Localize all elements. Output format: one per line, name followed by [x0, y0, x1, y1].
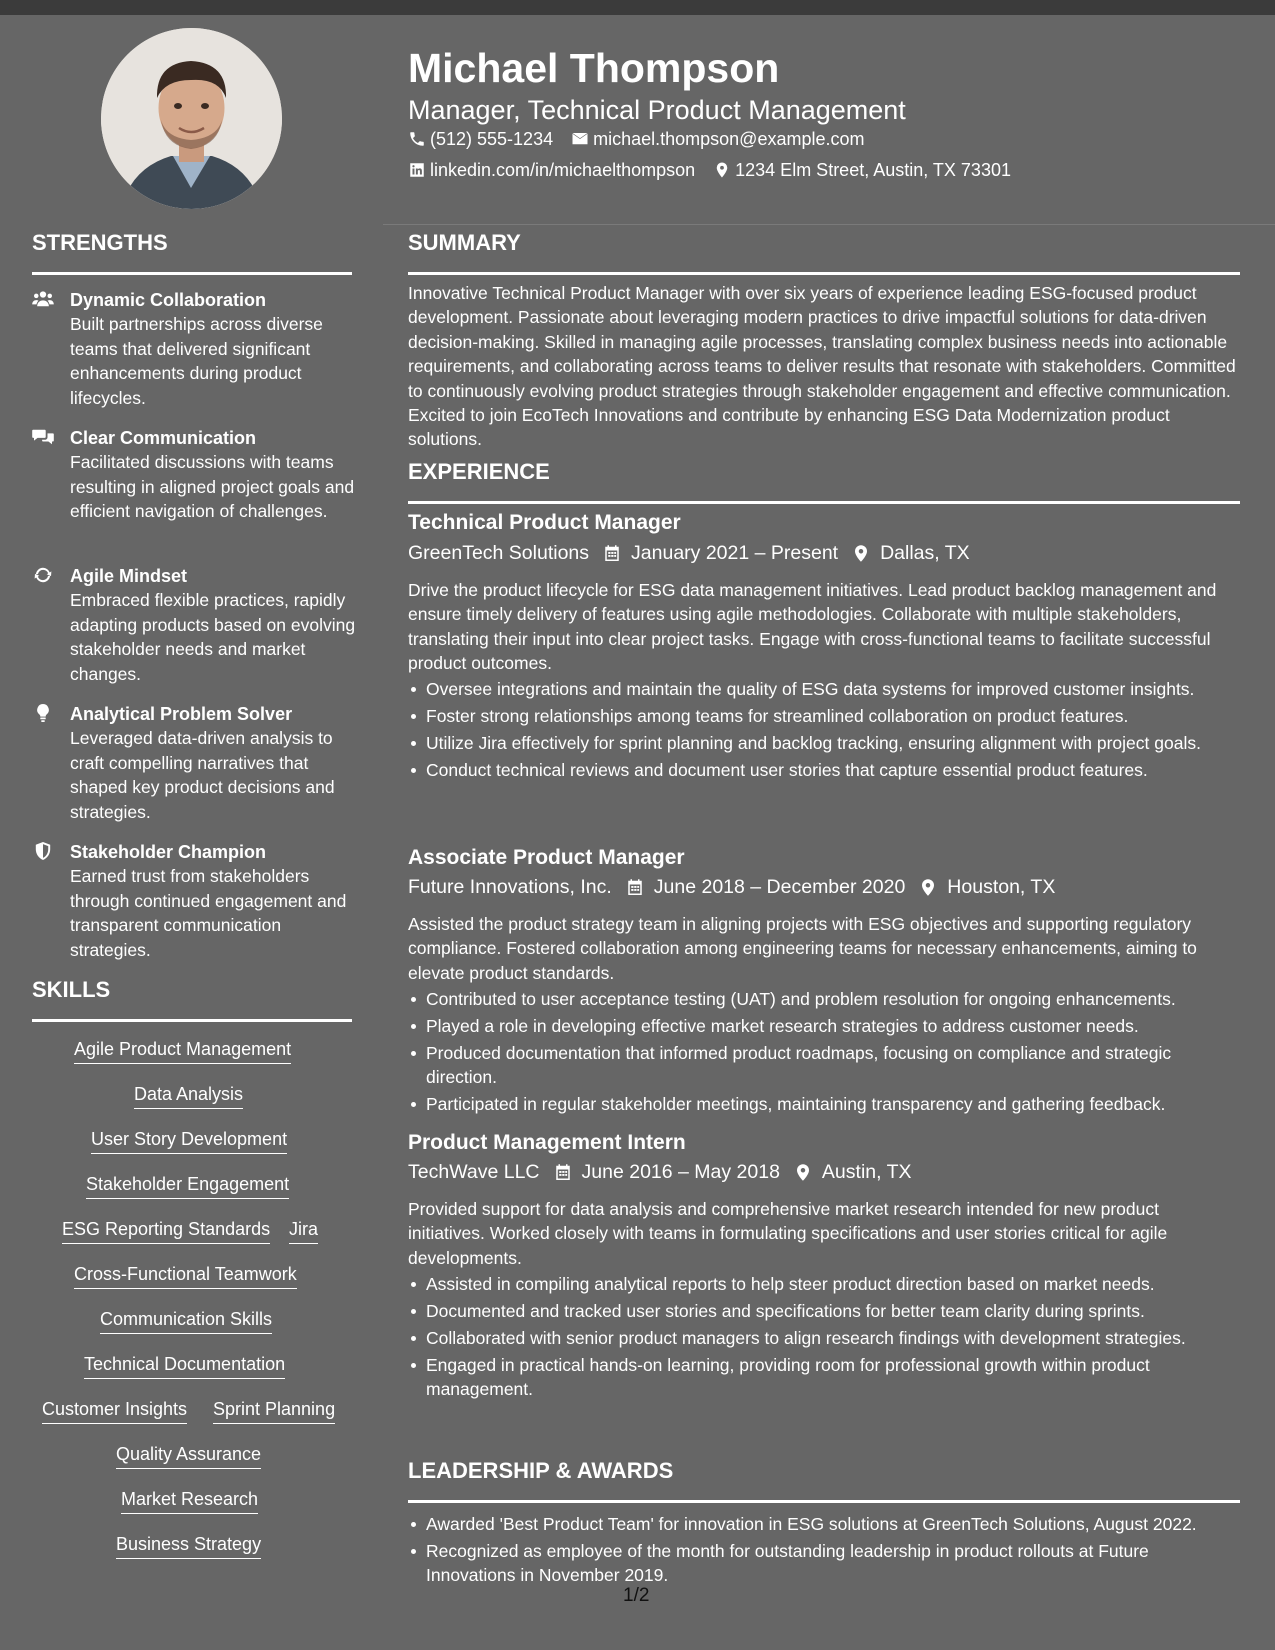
job-bullets: [408, 677, 1240, 785]
header-divider: [383, 224, 1275, 225]
job-location: Dallas, TX: [880, 542, 970, 564]
job-location: Austin, TX: [821, 1161, 912, 1183]
comments-icon: [32, 428, 56, 448]
list-item: Foster strong relationships among teams for streamlined collaboration on product features.: [426, 704, 1240, 728]
skill-tag: Data Analysis: [134, 1082, 243, 1109]
strengths-rule: [32, 272, 352, 275]
list-item: Documented and tracked user stories and specifications for better team clarity during sprints.: [426, 1299, 1240, 1323]
contact-row-1: [408, 127, 882, 151]
contact-row-2: [408, 158, 1029, 182]
profile-photo: [101, 28, 282, 209]
linkedin-icon: [408, 161, 426, 179]
skill-tag: Stakeholder Engagement: [86, 1172, 289, 1199]
strength-desc: Earned trust from stakeholders through continued engagement and transparent communication strategies.: [70, 866, 347, 960]
skill-tag: Communication Skills: [100, 1307, 272, 1334]
lightbulb-icon: [32, 704, 56, 724]
profile-photo-illustration: [101, 28, 282, 209]
job-meta: [408, 874, 1055, 900]
job-company: TechWave LLC: [408, 1161, 540, 1183]
summary-rule: [408, 272, 1240, 275]
list-item: Assisted in compiling analytical reports to help steer product direction based on market needs.: [426, 1272, 1240, 1296]
address-text: 1234 Elm Street, Austin, TX 73301: [735, 160, 1011, 180]
skill-tag: Customer Insights: [42, 1397, 187, 1424]
phone-contact: [408, 127, 553, 151]
job-company: GreenTech Solutions: [408, 542, 590, 564]
list-item: Awarded 'Best Product Team' for innovation in ESG solutions at GreenTech Solutions, August 2022.: [426, 1512, 1240, 1536]
strength-desc: Built partnerships across diverse teams that delivered significant enhancements during product lifecycles.: [70, 314, 323, 408]
email-text: michael.thompson@example.com: [593, 129, 865, 149]
address-contact: [713, 158, 1011, 182]
job-dates: June 2016 – May 2018: [581, 1161, 780, 1183]
leadership-bullets: [408, 1512, 1240, 1590]
phone-text: (512) 555-1234: [430, 129, 554, 149]
summary-text: Innovative Technical Product Manager with over six years of experience leading ESG-focused product development. Passionate about leveraging modern practices to drive impactful solutions for data-driven decision-making. Skilled in managing agile processes, translating complex business needs into actionable requirements, and collaborating across teams to deliver results that resonate with stakeholders. Committed to continuously evolving product strategies through stakeholder engagement and effective communication. Excited to join EcoTech Innovations and contribute by enhancing ESG Data Modernization product solutions.: [408, 283, 1236, 450]
sync-icon: [32, 566, 56, 586]
job-meta: [408, 1159, 912, 1185]
list-item: Played a role in developing effective market research strategies to address customer needs.: [426, 1014, 1240, 1038]
skill-tag: Agile Product Management: [74, 1037, 291, 1064]
job-dates: January 2021 – Present: [631, 542, 839, 564]
experience-heading: EXPERIENCE: [408, 459, 550, 484]
strength-desc: Facilitated discussions with teams resulting in aligned project goals and efficient navigation of challenges.: [70, 452, 355, 521]
strength-title: Stakeholder Champion: [70, 842, 267, 862]
list-item: Recognized as employee of the month for outstanding leadership in product rollouts at Future Innovations in November 2019.: [426, 1539, 1240, 1588]
list-item: Collaborated with senior product managers to align research findings with development strategies.: [426, 1326, 1240, 1350]
shield-icon: [32, 842, 56, 862]
job-meta: [408, 540, 970, 566]
job-bullets: [408, 1272, 1240, 1404]
skill-tag: Quality Assurance: [116, 1442, 261, 1469]
job-location: Houston, TX: [947, 876, 1056, 898]
calendar-icon: [603, 544, 621, 563]
linkedin-contact[interactable]: [408, 158, 695, 182]
list-item: Oversee integrations and maintain the quality of ESG data systems for improved customer insights.: [426, 677, 1240, 701]
strength-title: Dynamic Collaboration: [70, 290, 267, 310]
skills-rule: [32, 1019, 352, 1022]
job-company: Future Innovations, Inc.: [408, 876, 612, 898]
list-item: Contributed to user acceptance testing (UAT) and problem resolution for ongoing enhancements.: [426, 987, 1240, 1011]
envelope-icon: [571, 130, 589, 148]
phone-icon: [408, 130, 426, 148]
list-item: Produced documentation that informed product roadmaps, focusing on compliance and strategic direction.: [426, 1041, 1240, 1090]
leadership-heading: LEADERSHIP & AWARDS: [408, 1458, 674, 1483]
skill-tag: Market Research: [121, 1487, 258, 1514]
calendar-icon: [626, 878, 644, 897]
job-description: Drive the product lifecycle for ESG data management initiatives. Lead product backlog management and ensure timely delivery of features using agile methodologies. Collaborate with multiple stakeholders, translating their input into clear project tasks. Engage with cross-functional teams to facilitate successful product outcomes.: [408, 580, 1217, 674]
strength-desc: Leveraged data-driven analysis to craft compelling narratives that shaped key product decisions and strategies.: [70, 728, 335, 822]
job-description: Provided support for data analysis and comprehensive market research intended for new product initiatives. Worked closely with teams in formulating specifications and user stories critical for agile developments.: [408, 1199, 1168, 1268]
strengths-heading: STRENGTHS: [32, 230, 168, 255]
experience-rule: [408, 501, 1240, 504]
skills-heading: SKILLS: [32, 977, 111, 1002]
leadership-rule: [408, 1500, 1240, 1503]
skill-tag: Cross-Functional Teamwork: [74, 1262, 297, 1289]
skill-tag: ESG Reporting Standards: [62, 1217, 270, 1244]
resume-page: [0, 15, 1275, 1650]
job-description: Assisted the product strategy team in aligning projects with ESG objectives and supporting regulatory compliance. Fostered collaboration among engineering teams for necessary enhancements, aiming to elevate product standards.: [408, 914, 1197, 983]
calendar-icon: [554, 1163, 572, 1182]
list-item: Conduct technical reviews and document user stories that capture essential product features.: [426, 758, 1240, 782]
skill-tag: Sprint Planning: [213, 1397, 335, 1424]
page-number: 1/2: [623, 1585, 650, 1606]
strength-title: Analytical Problem Solver: [70, 704, 293, 724]
list-item: Engaged in practical hands-on learning, providing room for professional growth within product management.: [426, 1353, 1240, 1402]
list-item: Participated in regular stakeholder meetings, maintaining transparency and gathering feedback.: [426, 1092, 1240, 1116]
job-title: Product Management Intern: [408, 1131, 686, 1154]
skill-tag: Business Strategy: [116, 1532, 261, 1559]
summary-heading: SUMMARY: [408, 230, 521, 255]
candidate-name: Michael Thompson: [408, 45, 780, 91]
skill-tag: Technical Documentation: [84, 1352, 285, 1379]
strength-title: Clear Communication: [70, 428, 257, 448]
strength-desc: Embraced flexible practices, rapidly adapting products based on evolving stakeholder needs and market changes.: [70, 590, 356, 684]
job-bullets: [408, 987, 1240, 1119]
skill-tag: Jira: [289, 1217, 318, 1244]
job-title: Associate Product Manager: [408, 846, 685, 869]
users-icon: [32, 290, 56, 310]
skill-tag: User Story Development: [91, 1127, 287, 1154]
linkedin-text: linkedin.com/in/michaelthompson: [430, 160, 696, 180]
map-marker-icon: [713, 161, 731, 179]
window-top-bar: [0, 0, 1275, 15]
map-marker-icon: [852, 544, 870, 563]
map-marker-icon: [794, 1163, 812, 1182]
list-item: Utilize Jira effectively for sprint planning and backlog tracking, ensuring alignment with project goals.: [426, 731, 1240, 755]
job-dates: June 2018 – December 2020: [653, 876, 906, 898]
strength-title: Agile Mindset: [70, 566, 188, 586]
candidate-title: Manager, Technical Product Management: [408, 95, 906, 125]
map-marker-icon: [919, 878, 937, 897]
job-title: Technical Product Manager: [408, 511, 681, 534]
email-contact[interactable]: [571, 127, 864, 151]
